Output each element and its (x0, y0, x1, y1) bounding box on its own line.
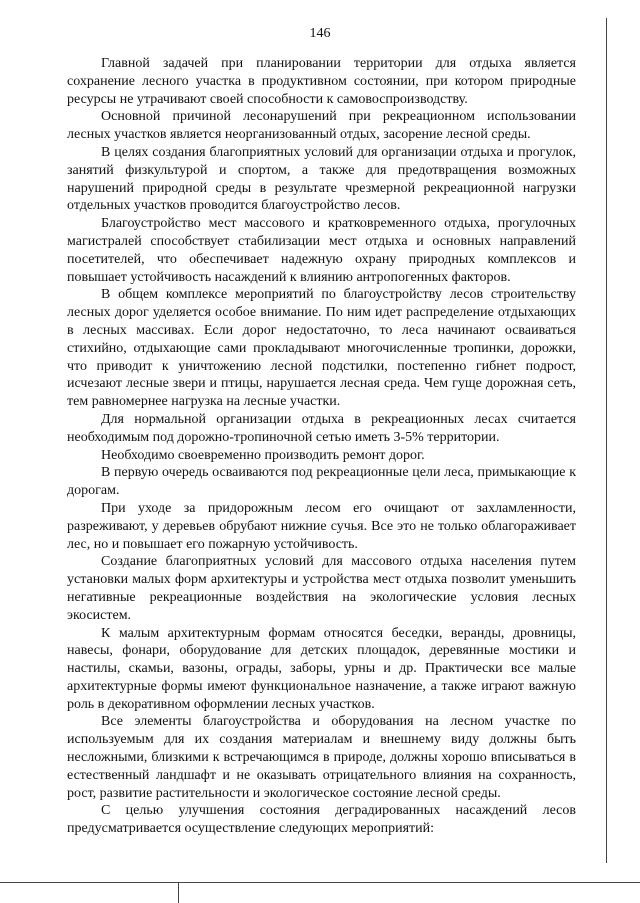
paragraph-1: Главной задачей при планировании территории для отдыха является сохранение лесного участка в продуктивном состоянии, при котором природные ресурсы не утрачивают своей способности к самовоспроизводству. (67, 56, 576, 107)
paragraph-13: С целью улучшения состояния деградированных насаждений лесов предусматривается осуществление следующих мероприятий: (67, 803, 576, 837)
scan-edge-tick (178, 882, 179, 903)
paragraph-10: Создание благоприятных условий для массового отдыха населения путем установки малых форм архитектуры и устройства мест отдыха позволит уменьшить негативные рекреационные воздействия на экологические условия лесных экосистем. (67, 554, 576, 623)
paragraph-3: В целях создания благоприятных условий для организации отдыха и прогулок, занятий физкультурой и спортом, а также для предотвращения возможных нарушений природной среды в результате чрезмерной рекреационной нагрузки отдельных участков проводится благоустройство лесов. (67, 144, 576, 214)
paragraph-2: Основной причиной лесонарушений при рекреационном использовании лесных участков является неорганизованный отдых, засорение лесной среды. (67, 109, 576, 143)
paragraph-6: Для нормальной организации отдыха в рекреационных лесах считается необходимым под дорожно-тропиночной сетью иметь 3-5% территории. (67, 411, 576, 445)
page-number: 146 (309, 26, 331, 41)
page-body (67, 55, 576, 838)
paragraph-4: Благоустройство мест массового и кратковременного отдыха, прогулочных магистралей способствует стабилизации мест отдыха и основных направлений посетителей, что обеспечивает надежную охрану природных комплексов и повышает устойчивость насаждений к влиянию антропогенных факторов. (67, 216, 576, 285)
paragraph-12: Все элементы благоустройства и оборудования на лесном участке по используемым для их создания материалам и внешнему виду должны быть несложными, близкими к встречающимся в природе, должны хорошо вписываться в естественный ландшафт и не оказывать отрицательного влияния на сохранность, рост, развитие растительности и экологическое состояние лесной среды. (67, 714, 576, 801)
paragraph-9: При уходе за придорожным лесом его очищают от захламленности, разреживают, у деревьев обрубают нижние сучья. Все это не только облагораживает лес, но и повышает его пожарную устойчивость. (67, 500, 576, 552)
paragraph-7: Необходимо своевременно производить ремонт дорог. (101, 447, 425, 463)
paragraph-8: В первую очередь осваиваются под рекреационные цели леса, примыкающие к дорогам. (67, 465, 576, 499)
scan-edge-right (606, 18, 607, 863)
paragraph-5: В общем комплексе мероприятий по благоустройству лесов строительству лесных дорог уделяется особое внимание. По ним идет распределение отдыхающих в лесных массивах. Если дорог недостаточно, то леса начинают осваиваться стихийно, отдыхающие сами прокладывают многочисленные тропинки, дорожки, что приводит к уничтожению лесной подстилки, постепенно гибнет подрост, исчезают лесные звери и птицы, нарушается лесная среда. Чем гуще дорожная сеть, тем равномернее нагрузка на лесные участки. (67, 287, 576, 410)
paragraph-11: К малым архитектурным формам относятся беседки, веранды, дровницы, навесы, фонари, оборудование для детских площадок, деревянные мостики и настилы, скамьи, вазоны, ограды, заборы, урны и др. Практически все малые архитектурные формы имеют функциональное назначение, а также играют важную роль в декоративном оформлении лесных участков. (67, 625, 576, 712)
scan-edge-bottom (0, 882, 640, 883)
